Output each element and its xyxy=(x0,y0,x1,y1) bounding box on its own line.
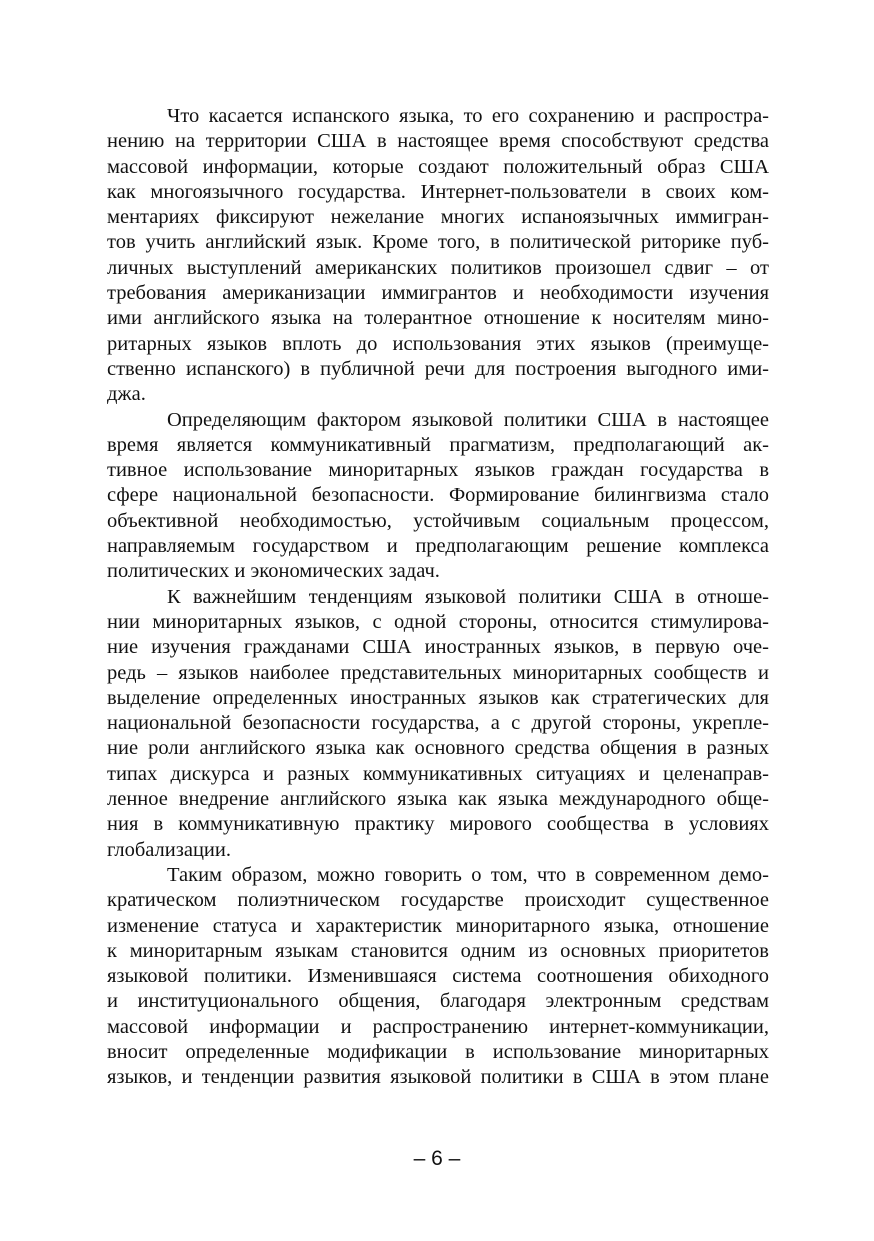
text-line: ими английского языка на толерантное отношение к носителям мино- xyxy=(107,307,769,330)
text-line: редь – языков наиболее представительных миноритарных сообществ и xyxy=(107,661,769,684)
text-line: типах дискурса и разных коммуникативных ситуациях и целенаправ- xyxy=(107,762,769,785)
text-line: языков, и тенденции развития языковой политики в США в этом плане xyxy=(107,1066,769,1089)
text-line: К важнейшим тенденциям языковой политики США в отноше- xyxy=(167,585,769,608)
text-line: время является коммуникативный прагматизм, предполагающий ак- xyxy=(107,433,769,456)
text-line: тивное использование миноритарных языков граждан государства в xyxy=(107,459,769,482)
text-line: сфере национальной безопасности. Формирование билингвизма стало xyxy=(107,484,769,507)
text-line: массовой информации и распространению интернет-коммуникации, xyxy=(107,1015,769,1038)
text-line: Что касается испанского языка, то его сохранению и распростра- xyxy=(167,105,769,127)
text-line: направляемым государством и предполагающим решение комплекса xyxy=(107,535,769,558)
text-line: ние роли английского языка как основного средства общения в разных xyxy=(107,737,769,760)
paragraph-1 xyxy=(107,104,769,408)
text-line: объективной необходимостью, устойчивым социальным процессом, xyxy=(107,509,769,532)
text-line: ленное внедрение английского языка как языка международного обще- xyxy=(107,788,769,811)
text-line: джа. xyxy=(107,383,146,406)
paragraph-3 xyxy=(107,585,769,863)
text-line: Таким образом, можно говорить о том, что в современном демо- xyxy=(167,863,769,886)
text-line: тов учить английский язык. Кроме того, в политической риторике пуб- xyxy=(107,231,769,254)
text-line: национальной безопасности государства, а с другой стороны, укрепле- xyxy=(107,712,769,735)
paragraph-2 xyxy=(107,408,769,585)
text-line: массовой информации, которые создают положительный образ США xyxy=(107,155,769,178)
text-line: нению на территории США в настоящее время способствуют средства xyxy=(107,130,769,153)
paragraph-4 xyxy=(107,863,769,1091)
text-line: ритарных языков вплоть до использования этих языков (преимуще- xyxy=(107,332,769,355)
text-line: требования американизации иммигрантов и необходимости изучения xyxy=(107,282,769,305)
text-line: и институционального общения, благодаря электронным средствам xyxy=(107,990,769,1013)
text-line: как многоязычного государства. Интернет-пользователи в своих ком- xyxy=(107,180,769,203)
text-line: выделение определенных иностранных языков как стратегических для xyxy=(107,686,769,709)
text-line: языковой политики. Изменившаяся система соотношения обиходного xyxy=(107,965,769,988)
text-line: ние изучения гражданами США иностранных языков, в первую оче- xyxy=(107,636,769,659)
text-line: кратическом полиэтническом государстве происходит существенное xyxy=(107,889,769,912)
text-line: Определяющим фактором языковой политики США в настоящее xyxy=(167,408,769,431)
text-line: к миноритарным языкам становится одним из основных приоритетов xyxy=(107,939,769,962)
text-line: политических и экономических задач. xyxy=(107,560,440,583)
page-number: – 6 – xyxy=(413,1147,461,1170)
text-line: нии миноритарных языков, с одной стороны, относится стимулирова- xyxy=(107,610,769,633)
text-line: изменение статуса и характеристик миноритарного языка, отношение xyxy=(107,914,769,937)
text-line: ния в коммуникативную практику мирового сообщества в условиях xyxy=(107,813,769,836)
text-line: вносит определенные модификации в использование миноритарных xyxy=(107,1040,769,1063)
page-body xyxy=(107,104,769,1091)
text-line: глобализации. xyxy=(107,838,231,861)
text-line: ментариях фиксируют нежелание многих испаноязычных иммигран- xyxy=(107,206,769,229)
text-line: личных выступлений американских политиков произошел сдвиг – от xyxy=(107,256,769,279)
text-line: ственно испанского) в публичной речи для построения выгодного ими- xyxy=(107,357,769,380)
